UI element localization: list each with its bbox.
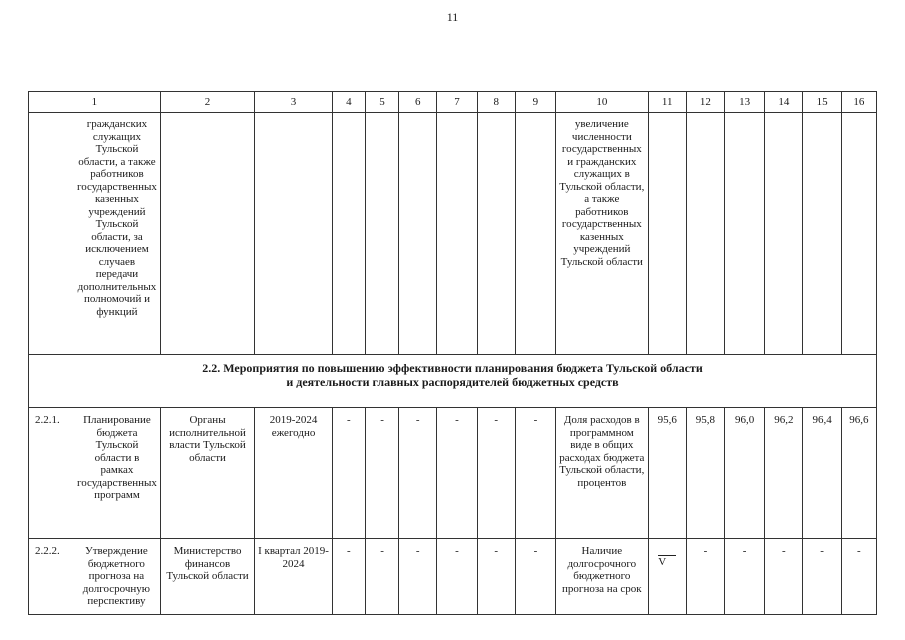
- section-heading: [29, 355, 877, 408]
- header-cell: 2: [160, 92, 255, 113]
- row-number: 2.2.2.: [35, 545, 60, 557]
- row-number: 2.2.1.: [35, 414, 60, 426]
- empty-cell: [765, 113, 803, 355]
- measure-cell: [29, 539, 161, 615]
- measure-name: Планирование бюджета Тульской области в рамках государственных программ: [77, 414, 157, 501]
- header-cell: 15: [803, 92, 841, 113]
- empty-cell: [648, 113, 686, 355]
- value-cell: 96,2: [765, 408, 803, 539]
- value-cell: 95,6: [648, 408, 686, 539]
- continuation-measure-text: гражданских служащих Тульской области, а также работников государственных казенных учреждений Тульской области, за исключением случаев передачи дополнительных полномочий и функций: [77, 118, 157, 318]
- empty-cell: [399, 113, 437, 355]
- page-number: 11: [446, 10, 459, 24]
- value-cell: -: [841, 539, 876, 615]
- header-cell: 11: [648, 92, 686, 113]
- empty-cell: [803, 113, 841, 355]
- measures-table: [28, 91, 877, 615]
- measure-cell: [29, 408, 161, 539]
- empty-cell: [477, 113, 515, 355]
- empty-cell: [255, 113, 332, 355]
- header-row: [29, 92, 877, 113]
- header-cell: 12: [686, 92, 724, 113]
- section-heading-line2: и деятельности главных распорядителей бюджетных средств: [286, 375, 619, 389]
- empty-cell: [725, 113, 765, 355]
- measure-name: Утверждение бюджетного прогноза на долгосрочную перспективу: [82, 545, 150, 607]
- value-cell: 96,4: [803, 408, 841, 539]
- section-heading-row: [29, 355, 877, 408]
- header-cell: 14: [765, 92, 803, 113]
- empty-cell: [841, 113, 876, 355]
- table-row: [29, 408, 877, 539]
- period-cell: I квартал 2019-2024: [255, 539, 332, 615]
- executor-cell: Министерство финансов Тульской области: [160, 539, 255, 615]
- empty-cell: [515, 113, 555, 355]
- header-cell: 7: [437, 92, 477, 113]
- value-cell: -: [686, 539, 724, 615]
- value-cell: -: [725, 539, 765, 615]
- value-cell: -: [515, 539, 555, 615]
- value-cell: 96,0: [725, 408, 765, 539]
- empty-cell: [437, 113, 477, 355]
- header-cell: 9: [515, 92, 555, 113]
- continuation-indicator-cell: увеличение численности государственных и гражданских служащих в Тульской области, а также работников государственных казенных учреждений Тульской области: [556, 113, 649, 355]
- table-row: [29, 539, 877, 615]
- indicator-cell: Доля расходов в программном виде в общих расходах бюджета Тульской области, процентов: [556, 408, 649, 539]
- empty-cell: [686, 113, 724, 355]
- period-cell: 2019-2024 ежегодно: [255, 408, 332, 539]
- value-cell: -: [515, 408, 555, 539]
- value-cell: -: [332, 408, 365, 539]
- continuation-row: [29, 113, 877, 355]
- indicator-cell: Наличие долгосрочного бюджетного прогноза на срок: [556, 539, 649, 615]
- value-cell: -: [332, 539, 365, 615]
- check-mark: V: [658, 555, 676, 569]
- value-cell: -: [765, 539, 803, 615]
- header-cell: 5: [365, 92, 398, 113]
- header-cell: 3: [255, 92, 332, 113]
- header-cell: 1: [29, 92, 161, 113]
- value-cell: 95,8: [686, 408, 724, 539]
- header-cell: 10: [556, 92, 649, 113]
- header-cell: 13: [725, 92, 765, 113]
- header-cell: 6: [399, 92, 437, 113]
- continuation-measure-cell: [29, 113, 161, 355]
- value-cell: -: [477, 539, 515, 615]
- value-cell: [648, 539, 686, 615]
- empty-cell: [160, 113, 255, 355]
- header-cell: 8: [477, 92, 515, 113]
- value-cell: -: [437, 408, 477, 539]
- empty-cell: [365, 113, 398, 355]
- header-cell: 16: [841, 92, 876, 113]
- value-cell: -: [365, 408, 398, 539]
- value-cell: -: [803, 539, 841, 615]
- value-cell: -: [399, 539, 437, 615]
- value-cell: -: [399, 408, 437, 539]
- header-cell: 4: [332, 92, 365, 113]
- value-cell: 96,6: [841, 408, 876, 539]
- value-cell: -: [437, 539, 477, 615]
- empty-cell: [332, 113, 365, 355]
- executor-cell: Органы исполнительной власти Тульской области: [160, 408, 255, 539]
- section-heading-line1: 2.2. Мероприятия по повышению эффективности планирования бюджета Тульской области: [202, 361, 703, 375]
- value-cell: -: [477, 408, 515, 539]
- value-cell: -: [365, 539, 398, 615]
